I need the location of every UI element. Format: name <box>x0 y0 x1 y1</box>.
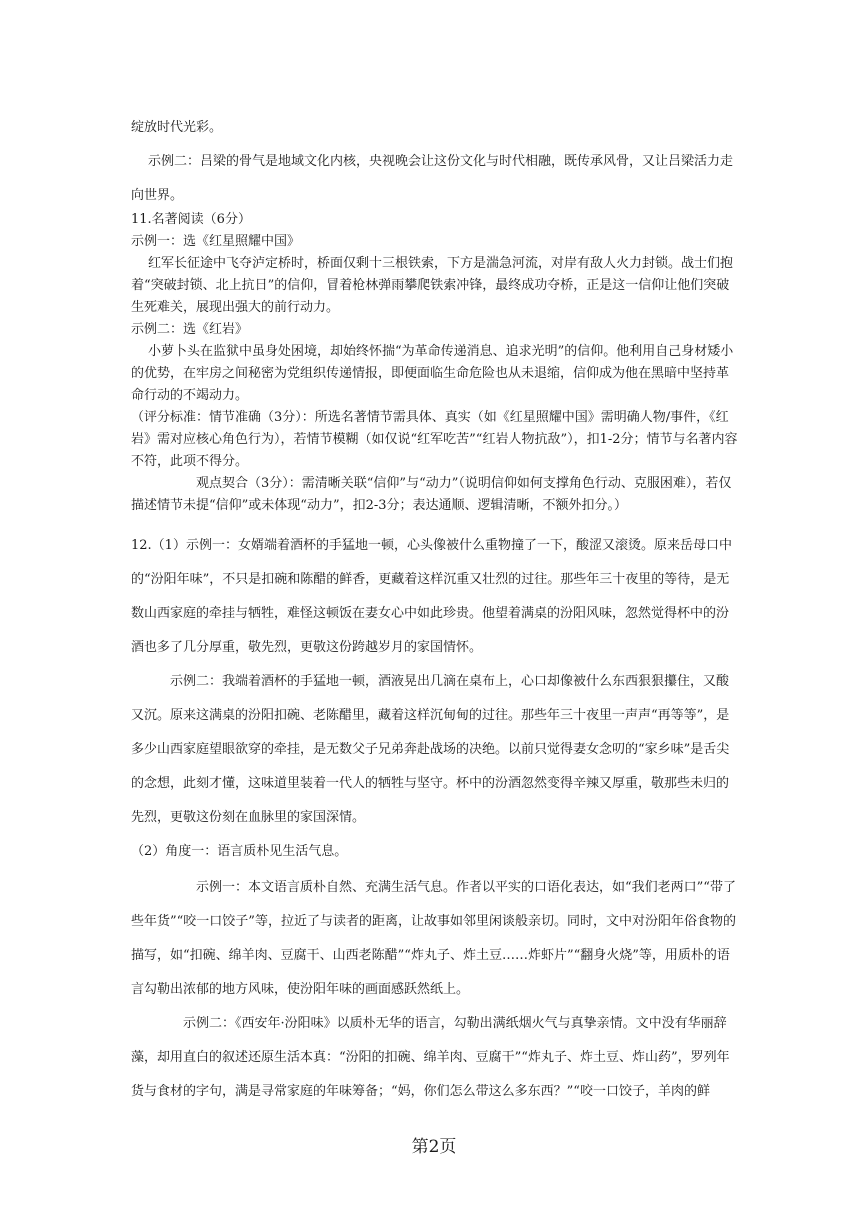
example-paragraph: 红军长征途中飞夺泸定桥时，桥面仅剩十三根铁索，下方是湍急河流，对岸有敌人火力封锁。战士们抱着“突破封锁、北上抗日”的信仰，冒着枪林弹雨攀爬铁索冲锋，最终成功夺桥，正是这一信仰让他们突破生死难关，展现出强大的前行动力。 <box>131 256 734 315</box>
example-paragraph: 示例二：我端着酒杯的手猛地一顿，酒液晃出几滴在桌布上，心口却像被什么东西狠狠攥住，又酸又沉。原来这满桌的汾阳扣碗、老陈醋里，藏着这样沉甸甸的过往。那些年三十夜里一声声“再等等”，是多少山西家庭望眼欲穿的牵挂，是无数父子兄弟奔赴战场的决绝。以前只觉得妻女念叨的“家乡味”是舌尖的念想，此刻才懂，这味道里装着一代人的牺牲与坚守。杯中的汾酒忽然变得辛辣又厚重，敬那些未归的先烈，更敬这份刻在血脉里的家国深情。 <box>131 674 730 825</box>
example-paragraph: 小萝卜头在监狱中虽身处困境，却始终怀揣“为革命传递消息、追求光明”的信仰。他利用自己身材矮小的优势，在牢房之间秘密为党组织传递情报，即便面临生命危险也从未退缩，信仰成为他在黑暗中坚持革命行动的不竭动力。 <box>131 344 734 403</box>
scoring-criteria: 观点契合（3分）：需清晰关联“信仰”与“动力”（说明信仰如何支撑角色行动、克服困难），若仅描述情节未提“信仰”或未体现“动力”，扣2-3分；表达通顺、逻辑清晰，不额外扣分。） <box>131 476 732 513</box>
example-paragraph: 示例二：《西安年·汾阳味》以质朴无华的语言，勾勒出满纸烟火气与真挚亲情。文中没有华丽辞藻，却用直白的叙述还原生活本真：“汾阳的扣碗、绵羊肉、豆腐干”“炸丸子、炸土豆、炸山药”，罗列年货与食材的字句，满是寻常家庭的年味筹备；“妈，你们怎么带这么多东西？”“咬一口饺子，羊肉的鲜 <box>131 1016 730 1099</box>
example-heading: 示例二：选《红岩》 <box>131 322 249 337</box>
scoring-criteria: （评分标准：情节准确（3分）：所选名著情节需具体、真实（如《红星照耀中国》需明确人物/事件，《红岩》需对应核心角色行为），若情节模糊（如仅说“红军吃苦”“红岩人物抗敌”），扣1-2分；情节与名著内容不符，此项不得分。 <box>131 410 738 469</box>
section-heading: 11.名著阅读（6分） <box>131 212 251 227</box>
section-heading: （2）角度一：语言质朴见生活气息。 <box>131 844 348 859</box>
page-number: 第2页 <box>411 1137 457 1157</box>
example-paragraph: 示例二：吕梁的骨气是地域文化内核，央视晚会让这份文化与时代相融，既传承风骨，又让吕梁活力走向世界。 <box>131 154 734 203</box>
example-paragraph: 示例一：本文语言质朴自然、充满生活气息。作者以平实的口语化表达，如“我们老两口”“带了些年货”“咬一口饺子”等，拉近了与读者的距离，让故事如邻里闲谈般亲切。同时，文中对汾阳年俗食物的描写，如“扣碗、绵羊肉、豆腐干、山西老陈醋”“炸丸子、炸土豆……炸虾片”“翻身火烧”等，用质朴的语言勾勒出浓郁的地方风味，使汾阳年味的画面感跃然纸上。 <box>131 880 736 997</box>
example-heading: 示例一：选《红星照耀中国》 <box>131 234 301 249</box>
text-continuation: 绽放时代光彩。 <box>131 120 223 135</box>
example-paragraph: 12.（1）示例一：女婿端着酒杯的手猛地一顿，心头像被什么重物撞了一下，酸涩又滚烫。原来岳母口中的“汾阳年味”，不只是扣碗和陈醋的鲜香，更藏着这样沉重又壮烈的过往。那些年三十夜里的等待，是无数山西家庭的牵挂与牺牲，难怪这顿饭在妻女心中如此珍贵。他望着满桌的汾阳风味，忽然觉得杯中的汾酒也多了几分厚重，敬先烈，更敬这份跨越岁月的家国情怀。 <box>131 538 732 655</box>
